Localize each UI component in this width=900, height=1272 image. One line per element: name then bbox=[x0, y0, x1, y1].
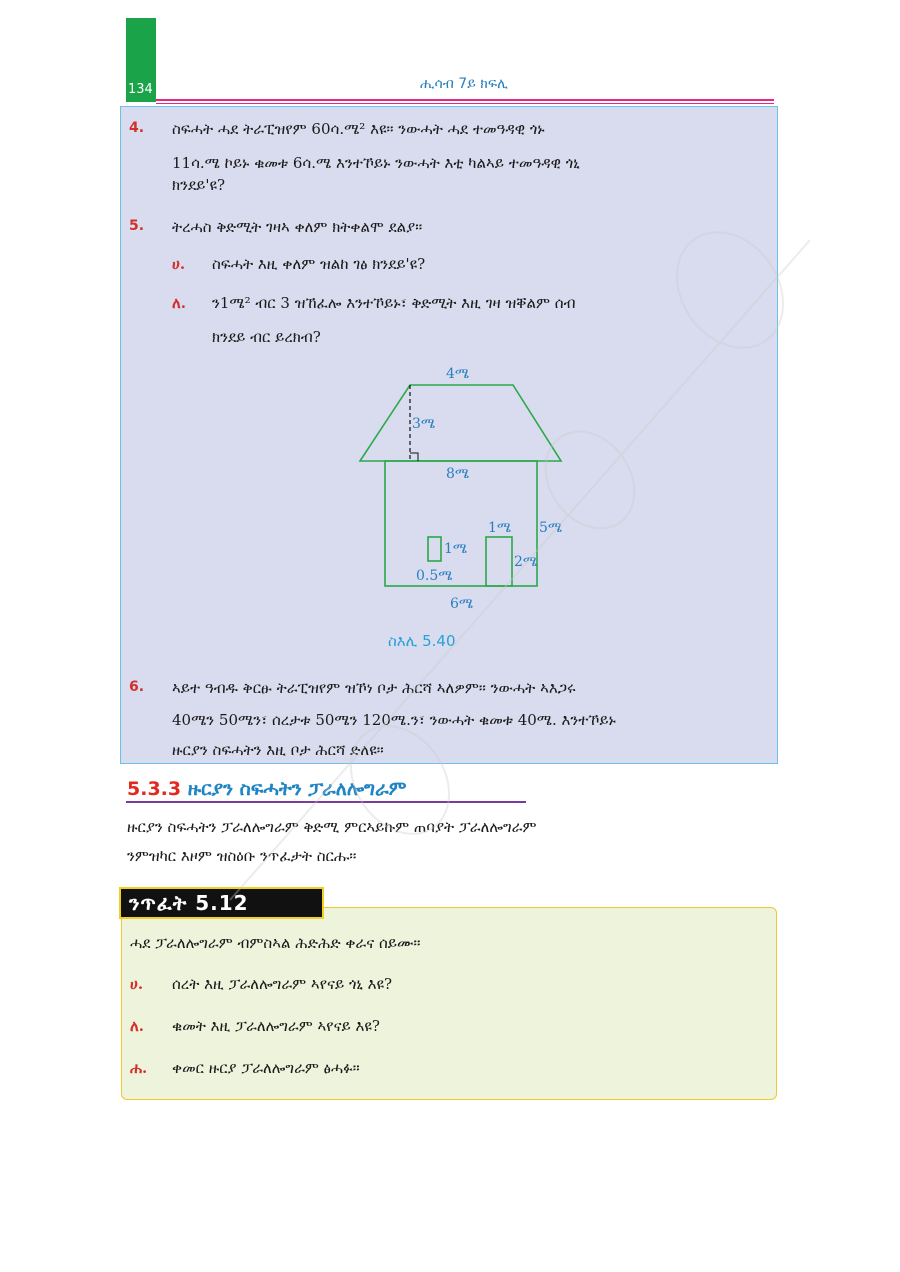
question-5-text: ትረሓስ ቅድሚት ገዛኣ ቀለም ክትቀልሞ ደልያ። bbox=[172, 218, 423, 236]
label-window-height: 1ሜ bbox=[444, 541, 468, 557]
section-rule bbox=[126, 801, 526, 803]
question-5-number: 5. bbox=[129, 218, 145, 234]
activity-item-b-text: ቁመት እዚ ፓራለሎግራም ኣየናይ እዩ? bbox=[172, 1017, 380, 1035]
question-5b-line-2: ክንደይ ብር ይረክብ? bbox=[212, 328, 321, 346]
activity-item-a-label: ሀ. bbox=[130, 975, 144, 993]
label-base: 8ሜ bbox=[446, 466, 470, 482]
window-rect bbox=[428, 537, 441, 561]
running-title: ሒሳብ 7ይ ክፍሊ bbox=[420, 76, 508, 92]
page-number: 134 bbox=[128, 82, 153, 97]
activity-item-c-label: ሐ. bbox=[130, 1059, 148, 1077]
question-4-line-3: ክንደይ'ዩ? bbox=[172, 176, 226, 194]
question-6-line-3: ዙርያን ስፍሓትን እዚ ቦታ ሕርሻ ድለዩ። bbox=[172, 741, 384, 759]
section-heading bbox=[127, 778, 407, 800]
question-4-number: 4. bbox=[129, 120, 145, 136]
label-height: 3ሜ bbox=[412, 416, 436, 432]
question-4-line-2: 11ሳ.ሜ ኮይኑ ቁመቱ 6ሳ.ሜ እንተኾይኑ ንውሓት እቲ ካልኣይ ተመዓዳዊ ጎኒ bbox=[172, 154, 580, 172]
right-angle-mark bbox=[410, 453, 418, 461]
intro-line-1: ዙርያን ስፍሓትን ፓራለሎግራም ቅድሚ ምርኣይኩም ጠባያት ፓራለሎግራም bbox=[127, 818, 537, 836]
label-door-width: 1ሜ bbox=[488, 520, 512, 536]
roof-trapezoid bbox=[360, 385, 561, 461]
intro-line-2: ንምዝካር እዞም ዝስዕቡ ንጥፈታት ስርሑ። bbox=[127, 847, 357, 865]
label-wall-height: 5ሜ bbox=[539, 520, 563, 536]
question-5b-line-1: ን1ሜ² ብር 3 ዝኸፈሎ እንተኾይኑ፣ ቅድሚት እዚ ገዛ ዝቐልም ሰብ bbox=[212, 294, 576, 312]
label-door-height: 2ሜ bbox=[514, 554, 538, 570]
question-6-line-1: ኣይተ ዓብዱ ቅርፁ ትራፒዝየም ዝኾነ ቦታ ሕርሻ ኣለዎም። ንውሓት ኣእጋሩ bbox=[172, 679, 576, 697]
question-6-number: 6. bbox=[129, 679, 145, 695]
section-number: 5.3.3 bbox=[127, 778, 182, 800]
activity-item-a-text: ሰረት እዚ ፓራለሎግራም ኣየናይ ጎኒ እዩ? bbox=[172, 975, 393, 993]
question-4-line-1: ስፍሓት ሓደ ትራፒዝየም 60ሳ.ሜ² እዩ። ንውሓት ሓደ ተመዓዳዊ ጎኑ bbox=[172, 120, 545, 138]
label-top: 4ሜ bbox=[446, 366, 470, 382]
activity-intro: ሓደ ፓራለሎግራም ብምስኣል ሕድሕድ ቀራና ሰይሙ። bbox=[130, 934, 421, 952]
label-window-width: 0.5ሜ bbox=[416, 568, 453, 584]
activity-item-c-text: ቀመር ዙርያ ፓራለሎግራም ፅሓፉ። bbox=[172, 1059, 360, 1077]
question-5a-text: ስፍሓት እዚ ቀለም ዝልከ ገፅ ክንደይ'ዩ? bbox=[212, 255, 426, 273]
door-rect bbox=[486, 537, 512, 586]
activity-label: ንጥፈት 5.12 bbox=[119, 887, 324, 919]
question-5b-label: ለ. bbox=[172, 294, 187, 312]
question-5a-label: ሀ. bbox=[172, 255, 186, 273]
section-title: ዙርያን ስፍሓትን ፓራለሎግራም bbox=[187, 778, 407, 800]
intro-paragraph bbox=[127, 813, 767, 871]
activity-item-b-label: ለ. bbox=[130, 1017, 145, 1035]
figure-caption: ስእሊ 5.40 bbox=[388, 632, 456, 650]
label-wall-width: 6ሜ bbox=[450, 596, 474, 612]
question-6-line-2: 40ሜን 50ሜን፣ ሰረታቱ 50ሜን 120ሜ.ን፣ ንውሓት ቁመቱ 40ሜ. እንተኾይኑ bbox=[172, 711, 616, 729]
